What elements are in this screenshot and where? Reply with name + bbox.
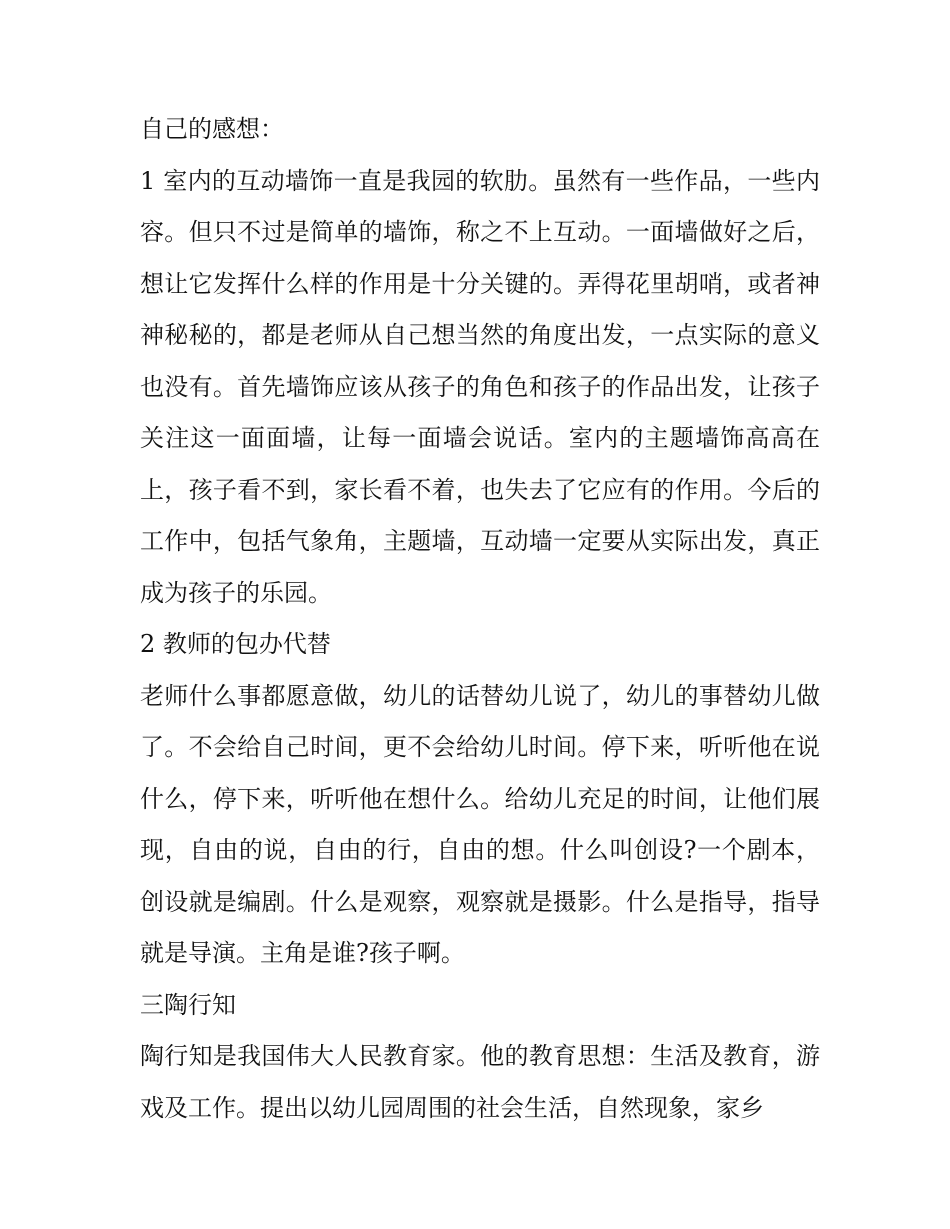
document-body xyxy=(140,104,820,1134)
section-heading-teacher-substitution: 2 教师的包办代替 xyxy=(140,630,331,658)
section-heading-feelings: 自己的感想： xyxy=(140,115,284,143)
paragraph-teacher-substitution: 老师什么事都愿意做，幼儿的话替幼儿说了，幼儿的事替幼儿做了。不会给自己时间，更不会给幼儿时间。停下来，听听他在说什么，停下来，听听他在想什么。给幼儿充足的时间，让他们展现，自由的说，自由的行，自由的想。什么叫创设?一个剧本，创设就是编剧。什么是观察，观察就是摄影。什么是指导，指导就是导演。主角是谁?孩子啊。 xyxy=(140,681,820,967)
paragraph-tao-xingzhi: 陶行知是我国伟大人民教育家。他的教育思想：生活及教育，游戏及工作。提出以幼儿园周围的社会生活，自然现象，家乡 xyxy=(140,1042,820,1122)
paragraph-wall-decoration: 1 室内的互动墙饰一直是我园的软肋。虽然有一些作品，一些内容。但只不过是简单的墙饰，称之不上互动。一面墙做好之后，想让它发挥什么样的作用是十分关键的。弄得花里胡哨，或者神神秘秘的，都是老师从自己想当然的角度出发，一点实际的意义也没有。首先墙饰应该从孩子的角色和孩子的作品出发，让孩子关注这一面面墙，让每一面墙会说话。室内的主题墙饰高高在上，孩子看不到，家长看不着，也失去了它应有的作用。今后的工作中，包括气象角，主题墙，互动墙一定要从实际出发，真正成为孩子的乐园。 xyxy=(140,166,820,607)
section-heading-tao-xingzhi: 三陶行知 xyxy=(140,990,236,1019)
